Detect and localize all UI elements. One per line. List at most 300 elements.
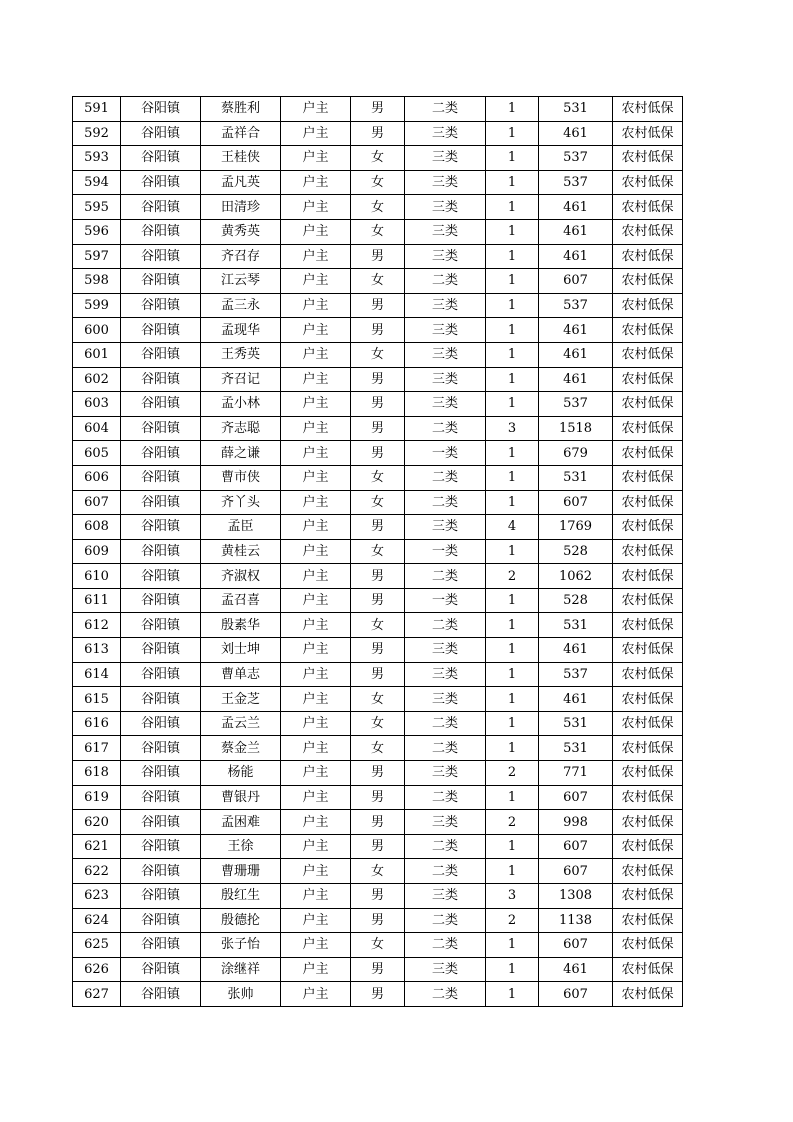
cell-relation: 户主	[281, 613, 351, 638]
cell-gender: 男	[351, 957, 405, 982]
cell-town: 谷阳镇	[121, 465, 201, 490]
cell-relation: 户主	[281, 564, 351, 589]
cell-amount: 531	[539, 711, 613, 736]
cell-assistance-type: 农村低保	[613, 293, 683, 318]
cell-town: 谷阳镇	[121, 293, 201, 318]
cell-index: 623	[73, 884, 121, 909]
cell-index: 618	[73, 761, 121, 786]
cell-amount: 1308	[539, 884, 613, 909]
cell-gender: 男	[351, 761, 405, 786]
cell-assistance-type: 农村低保	[613, 859, 683, 884]
cell-name: 殷素华	[201, 613, 281, 638]
cell-category: 二类	[405, 465, 486, 490]
cell-relation: 户主	[281, 908, 351, 933]
cell-relation: 户主	[281, 933, 351, 958]
cell-gender: 男	[351, 588, 405, 613]
cell-household-size: 1	[486, 441, 539, 466]
table-row	[73, 736, 683, 761]
cell-household-size: 1	[486, 97, 539, 122]
cell-gender: 女	[351, 269, 405, 294]
cell-assistance-type: 农村低保	[613, 810, 683, 835]
cell-assistance-type: 农村低保	[613, 884, 683, 909]
cell-gender: 男	[351, 244, 405, 269]
cell-gender: 男	[351, 318, 405, 343]
cell-household-size: 1	[486, 244, 539, 269]
cell-index: 595	[73, 195, 121, 220]
cell-relation: 户主	[281, 515, 351, 540]
cell-town: 谷阳镇	[121, 490, 201, 515]
cell-category: 三类	[405, 957, 486, 982]
cell-name: 孟凡英	[201, 170, 281, 195]
cell-amount: 461	[539, 219, 613, 244]
cell-relation: 户主	[281, 293, 351, 318]
cell-index: 617	[73, 736, 121, 761]
cell-gender: 男	[351, 564, 405, 589]
cell-category: 二类	[405, 933, 486, 958]
roster-table	[72, 96, 683, 1007]
cell-assistance-type: 农村低保	[613, 834, 683, 859]
cell-category: 三类	[405, 662, 486, 687]
cell-assistance-type: 农村低保	[613, 490, 683, 515]
cell-name: 孟云兰	[201, 711, 281, 736]
cell-name: 涂继祥	[201, 957, 281, 982]
cell-amount: 531	[539, 736, 613, 761]
cell-household-size: 1	[486, 121, 539, 146]
cell-assistance-type: 农村低保	[613, 588, 683, 613]
table-row	[73, 957, 683, 982]
table-row	[73, 490, 683, 515]
table-row	[73, 908, 683, 933]
cell-name: 刘士坤	[201, 638, 281, 663]
cell-index: 615	[73, 687, 121, 712]
cell-index: 597	[73, 244, 121, 269]
cell-category: 三类	[405, 810, 486, 835]
cell-relation: 户主	[281, 810, 351, 835]
cell-category: 二类	[405, 711, 486, 736]
cell-relation: 户主	[281, 711, 351, 736]
cell-amount: 537	[539, 392, 613, 417]
cell-relation: 户主	[281, 170, 351, 195]
cell-gender: 女	[351, 687, 405, 712]
cell-name: 孟召喜	[201, 588, 281, 613]
table-row	[73, 884, 683, 909]
cell-gender: 男	[351, 662, 405, 687]
table-row	[73, 465, 683, 490]
cell-assistance-type: 农村低保	[613, 564, 683, 589]
cell-town: 谷阳镇	[121, 662, 201, 687]
cell-assistance-type: 农村低保	[613, 711, 683, 736]
cell-town: 谷阳镇	[121, 884, 201, 909]
cell-name: 薛之谦	[201, 441, 281, 466]
cell-household-size: 4	[486, 515, 539, 540]
cell-town: 谷阳镇	[121, 859, 201, 884]
table-row	[73, 539, 683, 564]
cell-name: 曹市侠	[201, 465, 281, 490]
cell-relation: 户主	[281, 244, 351, 269]
cell-assistance-type: 农村低保	[613, 170, 683, 195]
cell-relation: 户主	[281, 318, 351, 343]
cell-index: 599	[73, 293, 121, 318]
cell-name: 黄秀英	[201, 219, 281, 244]
table-row	[73, 687, 683, 712]
cell-gender: 男	[351, 293, 405, 318]
cell-assistance-type: 农村低保	[613, 785, 683, 810]
cell-name: 王桂侠	[201, 146, 281, 171]
cell-gender: 女	[351, 195, 405, 220]
cell-household-size: 1	[486, 490, 539, 515]
cell-town: 谷阳镇	[121, 318, 201, 343]
cell-assistance-type: 农村低保	[613, 933, 683, 958]
cell-assistance-type: 农村低保	[613, 761, 683, 786]
cell-name: 曹珊珊	[201, 859, 281, 884]
cell-assistance-type: 农村低保	[613, 465, 683, 490]
cell-category: 三类	[405, 318, 486, 343]
cell-index: 620	[73, 810, 121, 835]
cell-name: 张子怡	[201, 933, 281, 958]
cell-relation: 户主	[281, 367, 351, 392]
cell-category: 二类	[405, 564, 486, 589]
cell-relation: 户主	[281, 736, 351, 761]
table-row	[73, 564, 683, 589]
cell-amount: 461	[539, 318, 613, 343]
cell-name: 江云琴	[201, 269, 281, 294]
table-row	[73, 613, 683, 638]
cell-gender: 女	[351, 736, 405, 761]
cell-name: 王徐	[201, 834, 281, 859]
cell-index: 624	[73, 908, 121, 933]
cell-town: 谷阳镇	[121, 97, 201, 122]
cell-amount: 461	[539, 367, 613, 392]
cell-index: 622	[73, 859, 121, 884]
cell-household-size: 1	[486, 785, 539, 810]
table-row	[73, 146, 683, 171]
cell-amount: 528	[539, 539, 613, 564]
cell-relation: 户主	[281, 269, 351, 294]
cell-amount: 461	[539, 638, 613, 663]
cell-town: 谷阳镇	[121, 441, 201, 466]
cell-gender: 女	[351, 490, 405, 515]
table-row	[73, 441, 683, 466]
cell-gender: 男	[351, 810, 405, 835]
table-row	[73, 515, 683, 540]
cell-name: 张帅	[201, 982, 281, 1007]
cell-name: 齐召存	[201, 244, 281, 269]
cell-relation: 户主	[281, 219, 351, 244]
table-row	[73, 834, 683, 859]
cell-assistance-type: 农村低保	[613, 219, 683, 244]
cell-category: 二类	[405, 785, 486, 810]
cell-index: 591	[73, 97, 121, 122]
cell-name: 殷红生	[201, 884, 281, 909]
cell-gender: 男	[351, 515, 405, 540]
cell-index: 594	[73, 170, 121, 195]
table-row	[73, 982, 683, 1007]
cell-relation: 户主	[281, 195, 351, 220]
cell-relation: 户主	[281, 97, 351, 122]
cell-gender: 男	[351, 392, 405, 417]
cell-town: 谷阳镇	[121, 269, 201, 294]
cell-amount: 461	[539, 342, 613, 367]
cell-town: 谷阳镇	[121, 711, 201, 736]
cell-assistance-type: 农村低保	[613, 416, 683, 441]
cell-amount: 607	[539, 490, 613, 515]
cell-household-size: 1	[486, 982, 539, 1007]
cell-relation: 户主	[281, 785, 351, 810]
cell-gender: 女	[351, 539, 405, 564]
cell-name: 王金芝	[201, 687, 281, 712]
cell-index: 627	[73, 982, 121, 1007]
cell-amount: 537	[539, 146, 613, 171]
cell-gender: 女	[351, 613, 405, 638]
cell-household-size: 1	[486, 638, 539, 663]
cell-assistance-type: 农村低保	[613, 269, 683, 294]
cell-amount: 461	[539, 687, 613, 712]
cell-category: 二类	[405, 908, 486, 933]
cell-category: 三类	[405, 638, 486, 663]
cell-index: 596	[73, 219, 121, 244]
roster-body	[73, 97, 683, 1007]
cell-index: 625	[73, 933, 121, 958]
cell-assistance-type: 农村低保	[613, 662, 683, 687]
cell-category: 一类	[405, 539, 486, 564]
cell-town: 谷阳镇	[121, 834, 201, 859]
table-row	[73, 761, 683, 786]
cell-index: 604	[73, 416, 121, 441]
cell-gender: 女	[351, 342, 405, 367]
cell-assistance-type: 农村低保	[613, 318, 683, 343]
cell-amount: 1769	[539, 515, 613, 540]
cell-town: 谷阳镇	[121, 195, 201, 220]
cell-town: 谷阳镇	[121, 146, 201, 171]
cell-household-size: 3	[486, 416, 539, 441]
cell-household-size: 1	[486, 662, 539, 687]
cell-household-size: 1	[486, 957, 539, 982]
cell-name: 黄桂云	[201, 539, 281, 564]
cell-index: 601	[73, 342, 121, 367]
table-row	[73, 810, 683, 835]
table-row	[73, 638, 683, 663]
cell-index: 626	[73, 957, 121, 982]
cell-name: 孟祥合	[201, 121, 281, 146]
cell-category: 三类	[405, 219, 486, 244]
cell-household-size: 1	[486, 465, 539, 490]
cell-town: 谷阳镇	[121, 638, 201, 663]
cell-relation: 户主	[281, 392, 351, 417]
cell-gender: 男	[351, 97, 405, 122]
cell-category: 三类	[405, 687, 486, 712]
cell-relation: 户主	[281, 834, 351, 859]
cell-assistance-type: 农村低保	[613, 121, 683, 146]
cell-category: 三类	[405, 392, 486, 417]
cell-category: 二类	[405, 613, 486, 638]
cell-amount: 771	[539, 761, 613, 786]
cell-gender: 女	[351, 219, 405, 244]
cell-relation: 户主	[281, 859, 351, 884]
cell-town: 谷阳镇	[121, 515, 201, 540]
cell-relation: 户主	[281, 342, 351, 367]
table-row	[73, 244, 683, 269]
cell-category: 三类	[405, 146, 486, 171]
cell-category: 二类	[405, 736, 486, 761]
cell-household-size: 1	[486, 613, 539, 638]
cell-town: 谷阳镇	[121, 219, 201, 244]
cell-household-size: 1	[486, 269, 539, 294]
table-row	[73, 662, 683, 687]
cell-household-size: 2	[486, 761, 539, 786]
cell-household-size: 2	[486, 810, 539, 835]
cell-amount: 998	[539, 810, 613, 835]
cell-relation: 户主	[281, 121, 351, 146]
cell-town: 谷阳镇	[121, 957, 201, 982]
cell-relation: 户主	[281, 465, 351, 490]
cell-relation: 户主	[281, 490, 351, 515]
cell-town: 谷阳镇	[121, 564, 201, 589]
cell-name: 孟臣	[201, 515, 281, 540]
cell-amount: 531	[539, 465, 613, 490]
cell-town: 谷阳镇	[121, 170, 201, 195]
table-row	[73, 859, 683, 884]
cell-household-size: 1	[486, 539, 539, 564]
table-row	[73, 293, 683, 318]
cell-assistance-type: 农村低保	[613, 736, 683, 761]
cell-amount: 537	[539, 293, 613, 318]
table-row	[73, 392, 683, 417]
cell-index: 605	[73, 441, 121, 466]
cell-name: 田清珍	[201, 195, 281, 220]
cell-town: 谷阳镇	[121, 933, 201, 958]
cell-gender: 男	[351, 908, 405, 933]
cell-relation: 户主	[281, 761, 351, 786]
cell-gender: 男	[351, 884, 405, 909]
cell-assistance-type: 农村低保	[613, 982, 683, 1007]
cell-name: 孟小林	[201, 392, 281, 417]
cell-town: 谷阳镇	[121, 416, 201, 441]
cell-town: 谷阳镇	[121, 761, 201, 786]
table-row	[73, 785, 683, 810]
cell-category: 二类	[405, 982, 486, 1007]
cell-index: 613	[73, 638, 121, 663]
cell-household-size: 1	[486, 711, 539, 736]
cell-amount: 679	[539, 441, 613, 466]
cell-assistance-type: 农村低保	[613, 441, 683, 466]
cell-assistance-type: 农村低保	[613, 539, 683, 564]
cell-category: 三类	[405, 195, 486, 220]
cell-gender: 女	[351, 711, 405, 736]
cell-assistance-type: 农村低保	[613, 957, 683, 982]
cell-household-size: 1	[486, 170, 539, 195]
cell-household-size: 1	[486, 859, 539, 884]
cell-household-size: 1	[486, 392, 539, 417]
cell-assistance-type: 农村低保	[613, 367, 683, 392]
cell-category: 三类	[405, 342, 486, 367]
cell-assistance-type: 农村低保	[613, 392, 683, 417]
cell-category: 一类	[405, 588, 486, 613]
cell-index: 621	[73, 834, 121, 859]
cell-household-size: 1	[486, 588, 539, 613]
cell-gender: 男	[351, 441, 405, 466]
cell-index: 609	[73, 539, 121, 564]
cell-name: 齐丫头	[201, 490, 281, 515]
cell-category: 三类	[405, 515, 486, 540]
cell-amount: 537	[539, 662, 613, 687]
cell-name: 齐召记	[201, 367, 281, 392]
cell-name: 齐志聪	[201, 416, 281, 441]
cell-relation: 户主	[281, 957, 351, 982]
cell-assistance-type: 农村低保	[613, 908, 683, 933]
cell-index: 608	[73, 515, 121, 540]
cell-relation: 户主	[281, 638, 351, 663]
cell-category: 三类	[405, 761, 486, 786]
cell-household-size: 1	[486, 687, 539, 712]
cell-town: 谷阳镇	[121, 588, 201, 613]
cell-town: 谷阳镇	[121, 342, 201, 367]
cell-amount: 1062	[539, 564, 613, 589]
table-row	[73, 933, 683, 958]
table-row	[73, 416, 683, 441]
cell-index: 603	[73, 392, 121, 417]
table-row	[73, 121, 683, 146]
cell-assistance-type: 农村低保	[613, 638, 683, 663]
cell-index: 606	[73, 465, 121, 490]
table-row	[73, 588, 683, 613]
cell-index: 607	[73, 490, 121, 515]
cell-town: 谷阳镇	[121, 785, 201, 810]
cell-amount: 461	[539, 121, 613, 146]
cell-town: 谷阳镇	[121, 982, 201, 1007]
cell-town: 谷阳镇	[121, 908, 201, 933]
cell-assistance-type: 农村低保	[613, 342, 683, 367]
cell-household-size: 1	[486, 367, 539, 392]
cell-name: 蔡胜利	[201, 97, 281, 122]
cell-name: 殷德抡	[201, 908, 281, 933]
cell-index: 612	[73, 613, 121, 638]
cell-amount: 607	[539, 933, 613, 958]
cell-gender: 女	[351, 933, 405, 958]
cell-category: 二类	[405, 490, 486, 515]
cell-assistance-type: 农村低保	[613, 195, 683, 220]
cell-index: 592	[73, 121, 121, 146]
cell-index: 614	[73, 662, 121, 687]
cell-gender: 男	[351, 416, 405, 441]
cell-household-size: 1	[486, 219, 539, 244]
cell-category: 二类	[405, 834, 486, 859]
cell-index: 619	[73, 785, 121, 810]
cell-town: 谷阳镇	[121, 392, 201, 417]
cell-name: 蔡金兰	[201, 736, 281, 761]
cell-relation: 户主	[281, 588, 351, 613]
cell-name: 孟现华	[201, 318, 281, 343]
cell-assistance-type: 农村低保	[613, 146, 683, 171]
cell-name: 曹银丹	[201, 785, 281, 810]
cell-category: 三类	[405, 244, 486, 269]
cell-index: 598	[73, 269, 121, 294]
table-row	[73, 367, 683, 392]
cell-category: 一类	[405, 441, 486, 466]
cell-amount: 461	[539, 244, 613, 269]
table-row	[73, 342, 683, 367]
cell-relation: 户主	[281, 687, 351, 712]
cell-category: 二类	[405, 97, 486, 122]
cell-town: 谷阳镇	[121, 539, 201, 564]
cell-name: 王秀英	[201, 342, 281, 367]
table-row	[73, 269, 683, 294]
cell-household-size: 1	[486, 933, 539, 958]
table-row	[73, 219, 683, 244]
cell-index: 616	[73, 711, 121, 736]
cell-town: 谷阳镇	[121, 613, 201, 638]
table-row	[73, 170, 683, 195]
cell-household-size: 1	[486, 195, 539, 220]
